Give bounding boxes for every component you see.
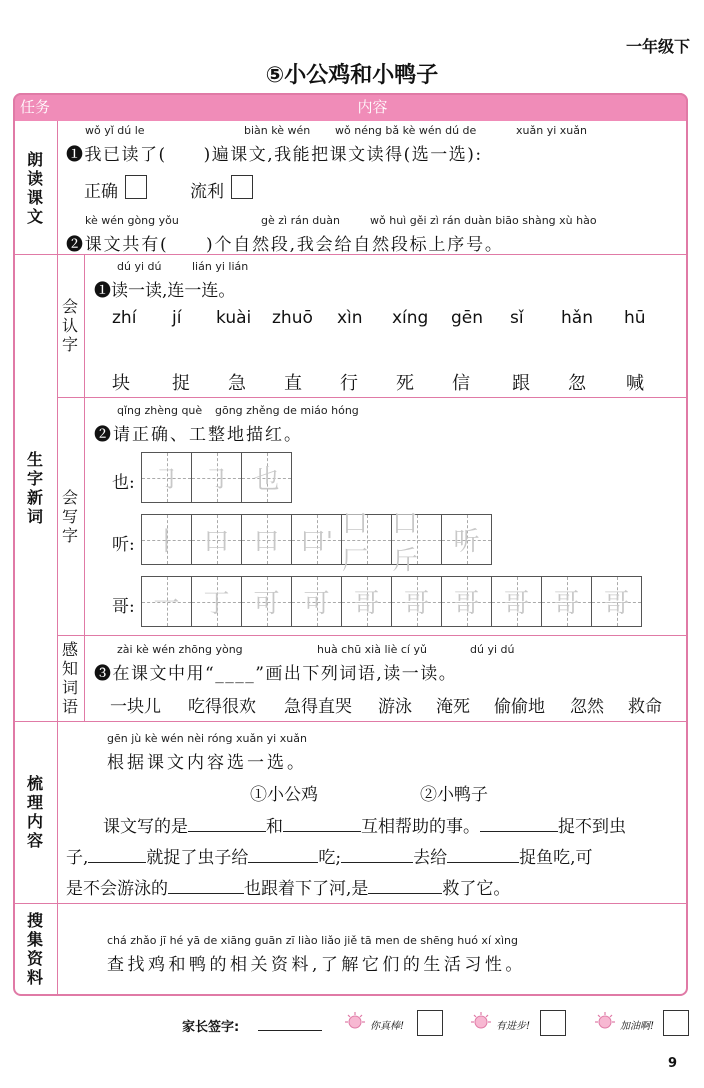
trace-char: 口 <box>203 527 230 557</box>
word-item[interactable]: 忽然 <box>570 697 604 717</box>
word-item[interactable]: 偷偷地 <box>494 697 545 717</box>
stamp-great-box[interactable] <box>417 1010 443 1036</box>
sort-line-2: 子, 就捉了虫子给 吃; 去给 捉鱼吃,可 <box>66 848 593 868</box>
trace-char: 口厂 <box>342 508 369 576</box>
header-task: 任务 <box>19 98 50 116</box>
write-label-ye: 也: <box>112 473 135 493</box>
answer-blank[interactable] <box>168 877 244 894</box>
tracing-cell[interactable] <box>141 452 192 503</box>
syllable[interactable]: hū <box>624 308 646 328</box>
trace-char: 哥 <box>353 589 380 619</box>
tracing-cell[interactable] <box>191 576 242 627</box>
tracing-cell[interactable] <box>291 576 342 627</box>
tracing-cell[interactable] <box>491 576 542 627</box>
perceive-instruction: ❸在课文中用“____”画出下列词语,读一读。 <box>94 664 458 684</box>
section-vocab-label: 生 字 新 词 <box>26 449 43 526</box>
answer-blank[interactable] <box>188 815 266 832</box>
stamp-cheer: 加油啊! <box>620 1021 655 1032</box>
syllable[interactable]: sǐ <box>510 308 524 328</box>
trace-char: 哥 <box>453 589 480 619</box>
tracing-cell[interactable] <box>341 508 392 576</box>
option-fluent-label: 流利 <box>190 182 224 202</box>
write-label-ge: 哥: <box>112 597 135 617</box>
trace-char: ㇆ <box>153 465 180 495</box>
sun-icon <box>468 1012 494 1032</box>
tracing-cell[interactable] <box>391 508 442 576</box>
stamp-great: 你真棒! <box>370 1021 405 1032</box>
answer-blank[interactable] <box>368 877 442 894</box>
write-pinyin: qǐng zhèng què <box>117 404 203 417</box>
grade-label: 一年级下 <box>625 37 690 56</box>
recognize-pinyin: lián yi lián <box>192 260 249 273</box>
perceive-pinyin: huà chū xià liè cí yǔ <box>317 643 427 656</box>
character[interactable]: 忽 <box>568 373 586 394</box>
section-sort-label: 梳 理 内 容 <box>26 774 43 850</box>
q1-pinyin: wǒ néng bǎ kè wén dú de <box>335 124 477 137</box>
write-pinyin: gōng zhěng de miáo hóng <box>215 404 359 417</box>
trace-char: 哥 <box>503 589 530 619</box>
q1-pinyin: xuǎn yi xuǎn <box>516 124 587 137</box>
write-instruction: ❷请正确、工整地描红。 <box>94 425 303 445</box>
stamp-cheer-box[interactable] <box>663 1010 689 1036</box>
collect-pinyin: chá zhǎo jī hé yā de xiāng guān zī liào liǎo jiě tā men de shēng huó xí xìng <box>107 934 519 947</box>
character[interactable]: 块 <box>112 373 130 394</box>
header-content: 内容 <box>357 98 388 116</box>
page-number: 9 <box>668 1056 678 1071</box>
stamp-progress-box[interactable] <box>540 1010 566 1036</box>
trace-char: 一 <box>153 589 180 619</box>
parent-sign-label: 家长签字: <box>182 1020 240 1035</box>
sub-perceive-label: 感 知 词 语 <box>61 640 78 716</box>
divider <box>58 397 687 398</box>
character[interactable]: 急 <box>228 373 246 394</box>
tracing-cell[interactable] <box>391 576 442 627</box>
q2-pinyin: kè wén gòng yǒu <box>85 214 179 227</box>
trace-char: 口斤 <box>392 508 419 576</box>
trace-char: 哥 <box>603 589 630 619</box>
trace-char: 口' <box>299 527 334 557</box>
stamp-progress: 有进步! <box>496 1021 531 1032</box>
tracing-cell[interactable] <box>241 514 292 565</box>
sub-write-label: 会 写 字 <box>61 487 78 545</box>
sort-instruction: 根据课文内容选一选。 <box>107 753 307 773</box>
syllable[interactable]: zhuō <box>272 308 313 328</box>
syllable[interactable]: hǎn <box>561 308 593 328</box>
sort-option-duckling: ②小鸭子 <box>420 785 488 805</box>
tracing-cell[interactable] <box>441 514 492 565</box>
trace-char: 也 <box>253 465 280 495</box>
character[interactable]: 跟 <box>512 373 530 394</box>
answer-blank[interactable] <box>447 846 519 863</box>
trace-char: 可 <box>253 589 280 619</box>
sun-icon <box>592 1012 618 1032</box>
word-item[interactable]: 一块儿 <box>110 697 161 717</box>
syllable[interactable]: gēn <box>451 308 484 328</box>
word-item[interactable]: 救命 <box>628 697 662 717</box>
divider <box>14 903 687 904</box>
character[interactable]: 死 <box>396 373 414 394</box>
character[interactable]: 信 <box>452 373 470 394</box>
tracing-cell[interactable] <box>441 576 492 627</box>
parent-sign-line[interactable] <box>258 1030 322 1031</box>
answer-blank[interactable] <box>248 846 318 863</box>
word-item[interactable]: 游泳 <box>378 697 412 717</box>
perceive-pinyin: dú yi dú <box>470 643 515 656</box>
sort-pinyin: gēn jù kè wén nèi róng xuǎn yi xuǎn <box>107 732 307 745</box>
q1-pinyin: biàn kè wén <box>244 124 311 137</box>
perceive-pinyin: zài kè wén zhōng yòng <box>117 643 243 656</box>
tracing-cell[interactable] <box>541 576 592 627</box>
syllable[interactable]: jí <box>172 308 182 328</box>
collect-text: 查找鸡和鸭的相关资料,了解它们的生活习性。 <box>107 955 526 975</box>
word-item[interactable]: 吃得很欢 <box>188 697 256 717</box>
page-title: ⑤小公鸡和小鸭子 <box>265 63 439 88</box>
answer-blank[interactable] <box>88 846 146 863</box>
recognize-pinyin: dú yi dú <box>117 260 162 273</box>
answer-blank[interactable] <box>480 815 558 832</box>
q1-text: ❶我已读了( )遍课文,我能把课文读得(选一选): <box>66 145 483 165</box>
character[interactable]: 捉 <box>172 373 190 394</box>
divider <box>58 635 687 636</box>
section-collect-label: 搜 集 资 料 <box>26 911 43 987</box>
divider <box>84 254 85 721</box>
syllable[interactable]: zhí <box>112 308 137 328</box>
trace-char: 可 <box>303 589 330 619</box>
tracing-cell[interactable] <box>141 576 192 627</box>
syllable[interactable]: xìn <box>337 308 363 328</box>
answer-blank[interactable] <box>341 846 413 863</box>
trace-char: ㇆ <box>203 465 230 495</box>
trace-char: 丁 <box>203 589 230 619</box>
tracing-cell[interactable] <box>591 576 642 627</box>
character[interactable]: 直 <box>284 373 302 394</box>
word-item[interactable]: 淹死 <box>436 697 470 717</box>
divider <box>14 721 687 722</box>
sun-icon <box>342 1012 368 1032</box>
option-correct-checkbox[interactable] <box>125 175 147 199</box>
sort-option-rooster: ①小公鸡 <box>250 785 318 805</box>
syllable[interactable]: xíng <box>392 308 429 328</box>
tracing-cell[interactable] <box>141 514 192 565</box>
word-item[interactable]: 急得直哭 <box>284 697 352 717</box>
sort-line-3: 是不会游泳的 也跟着下了河,是 救了它。 <box>66 879 511 899</box>
trace-char: 哥 <box>403 589 430 619</box>
answer-blank[interactable] <box>283 815 361 832</box>
trace-char: 口 <box>253 527 280 557</box>
tracing-cell[interactable] <box>241 452 292 503</box>
option-fluent-checkbox[interactable] <box>231 175 253 199</box>
trace-char: 哥 <box>553 589 580 619</box>
option-correct-label: 正确 <box>84 182 118 202</box>
tracing-cell[interactable] <box>341 576 392 627</box>
q2-pinyin: wǒ huì gěi zì rán duàn biāo shàng xù hào <box>370 214 597 227</box>
trace-char: 丨 <box>153 527 180 557</box>
tracing-cell[interactable] <box>291 514 342 565</box>
character[interactable]: 喊 <box>626 373 644 394</box>
character[interactable]: 行 <box>340 373 358 394</box>
tracing-cell[interactable] <box>191 514 242 565</box>
tracing-cell[interactable] <box>241 576 292 627</box>
write-label-ting: 听: <box>112 535 135 555</box>
tracing-cell[interactable] <box>191 452 242 503</box>
sub-recognize-label: 会 认 字 <box>61 297 78 354</box>
recognize-instruction: ❶读一读,连一连。 <box>94 281 236 301</box>
q2-pinyin: gè zì rán duàn <box>261 214 340 227</box>
syllable[interactable]: kuài <box>216 308 252 328</box>
q2-text: ❷课文共有( )个自然段,我会给自然段标上序号。 <box>66 235 504 255</box>
q1-pinyin: wǒ yǐ dú le <box>85 124 145 137</box>
trace-char: 听 <box>453 527 480 557</box>
section-reading-label: 朗 读 课 文 <box>26 149 43 226</box>
sort-line-1: 课文写的是 和 互相帮助的事。 捉不到虫 <box>103 817 626 837</box>
